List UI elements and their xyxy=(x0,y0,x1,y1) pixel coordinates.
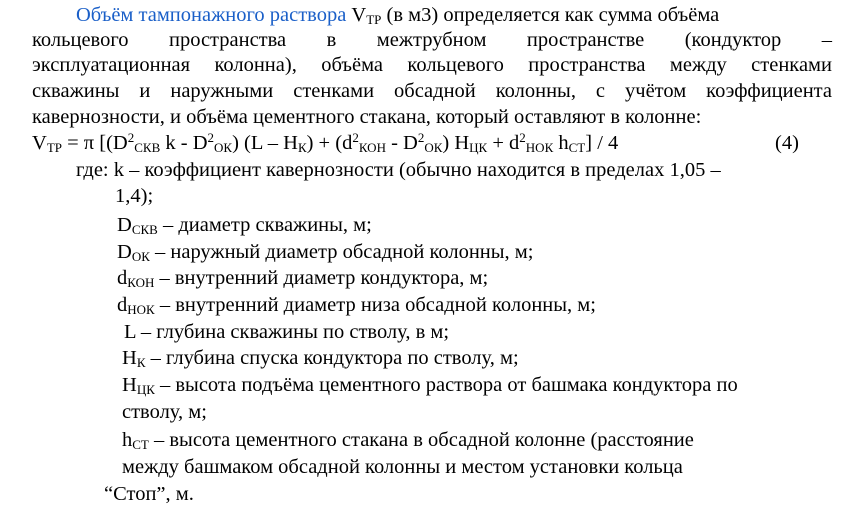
vt-symbol: $V_{ТР}$ xyxy=(351,4,382,27)
def-d-skv: $D_{СКВ}$ – диаметр скважины, м; xyxy=(117,214,372,237)
intro-line-1-rest: (в м3) определяется как сумма объёма xyxy=(386,4,720,26)
def-h-st-cont-2: “Стоп”, м. xyxy=(104,483,194,505)
formula-4: $V_{ТР} = \pi$ [($D^2_{СКВ}$ k - $D^2_{ОК}$) $(L - H_К) + (d^2_{КОН} - D^2_{ОК})$ $H_{ЦК} + d^2_{НОК}$ $h_{СТ}] / 4$ xyxy=(32,130,619,155)
def-d-kon: $d_{КОН}$ – внутренний диаметр кондуктора, м; xyxy=(117,267,489,290)
def-d-ok: $D_{ОК}$ – наружный диаметр обсадной колонны, м; xyxy=(117,241,534,264)
highlighted-term: Объём тампонажного раствора xyxy=(76,4,347,26)
intro-line-5: кавернозности, и объёма цементного стакана, который оставляют в колонне: xyxy=(32,106,702,128)
formula-number: (4) xyxy=(775,132,799,154)
def-l: L – глубина скважины по стволу, в м; xyxy=(124,321,450,343)
def-h-ck-cont: стволу, м; xyxy=(122,401,207,423)
def-h-k: $H_К$ – глубина спуска кондуктора по стволу, м; xyxy=(122,347,519,370)
intro-line-2: кольцевого пространства в межтрубном пространстве (кондуктор – xyxy=(32,29,832,51)
intro-line-3: эксплуатационная колонна), объёма кольцевого пространства между стенками xyxy=(32,54,832,76)
def-k: где: k – коэффициент кавернозности (обычно находится в пределах 1,05 – xyxy=(76,159,721,181)
intro-line-4: скважины и наружными стенками обсадной колонны, с учётом коэффициента xyxy=(32,80,832,102)
def-h-ck: $H_{ЦК}$ – высота подъёма цементного раствора от башмака кондуктора по xyxy=(122,374,738,397)
def-h-st: $h_{СТ}$ – высота цементного стакана в обсадной колонне (расстояние xyxy=(122,429,694,452)
def-k-cont: 1,4); xyxy=(115,185,154,207)
def-d-nok: $d_{НОК}$ – внутренний диаметр низа обсадной колонны, м; xyxy=(117,294,596,317)
def-h-st-cont: между башмаком обсадной колонны и местом установки кольца xyxy=(122,456,683,478)
intro-line-1 xyxy=(76,3,719,27)
